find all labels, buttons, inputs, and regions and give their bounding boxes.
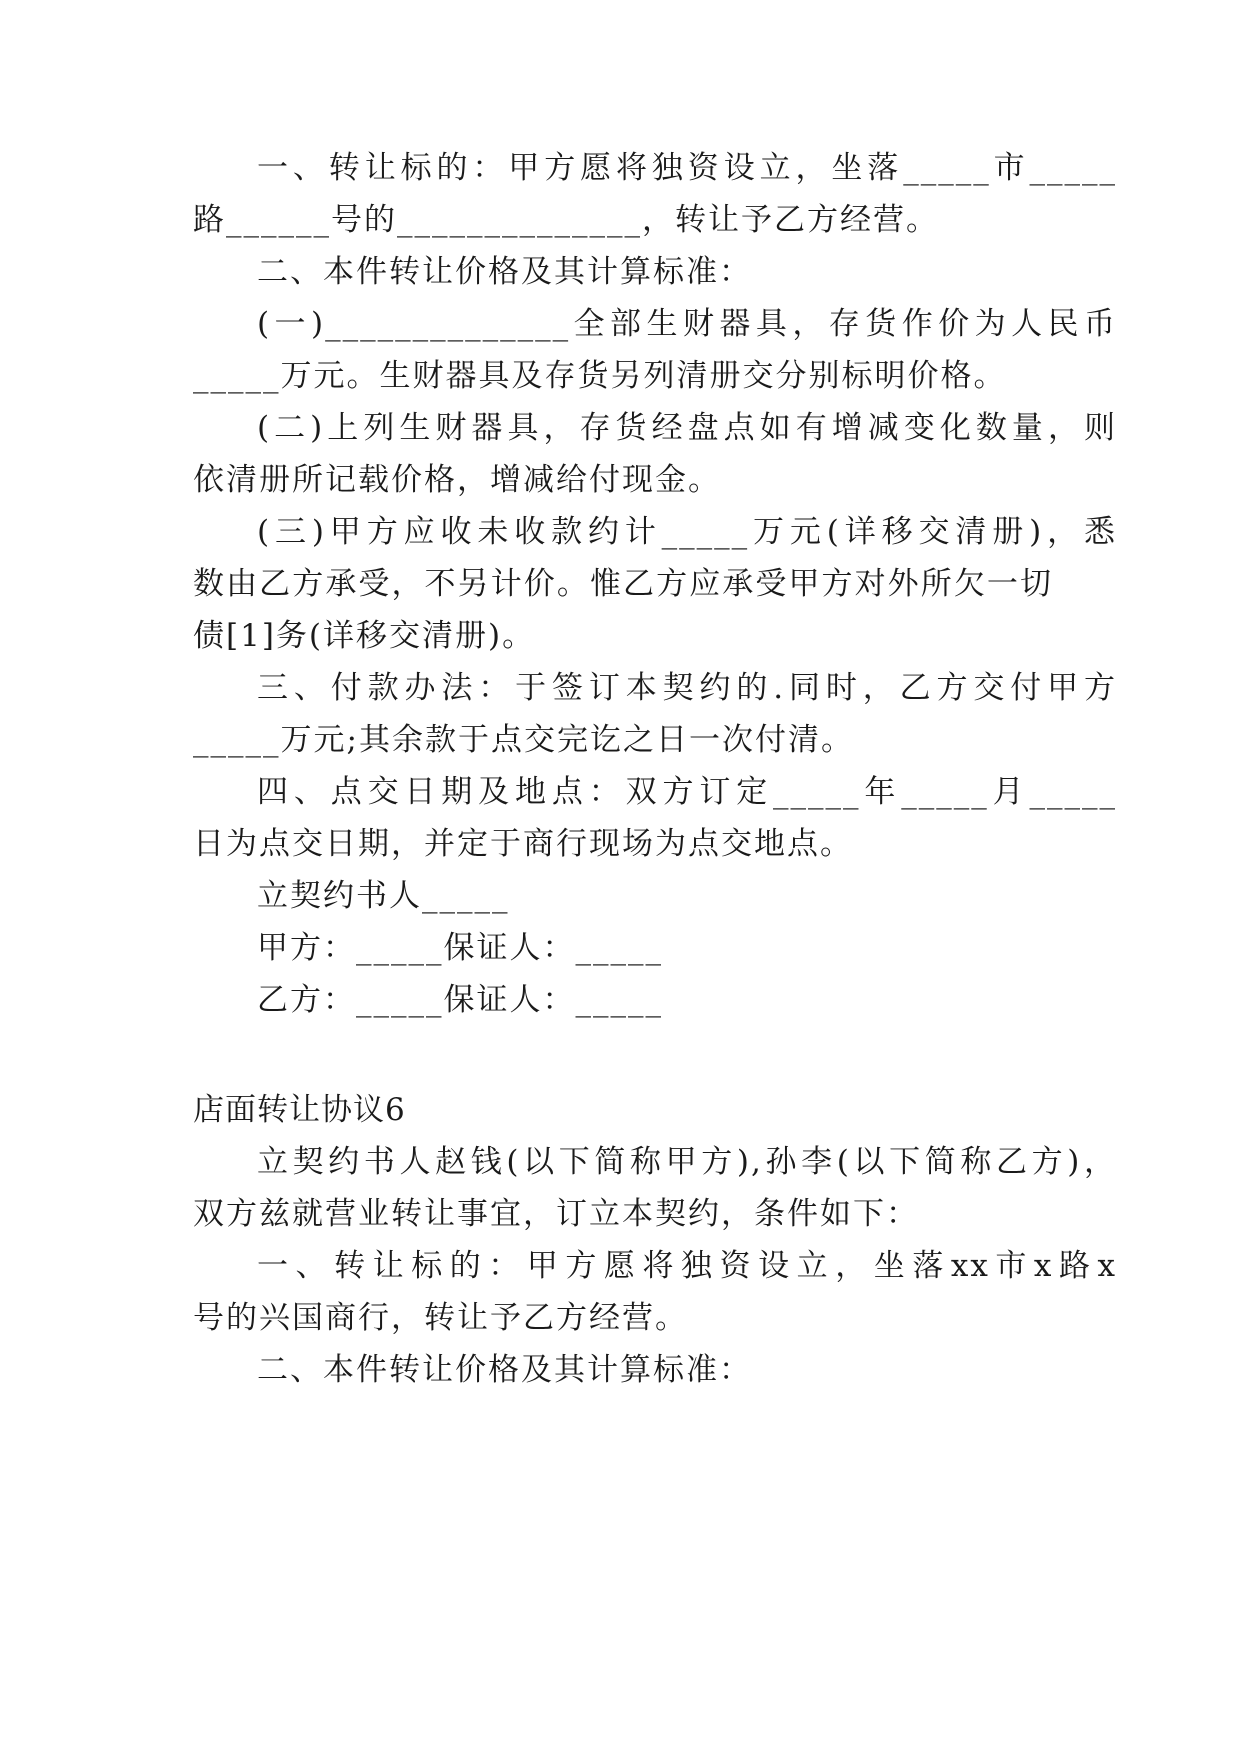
text-line: 债[1]务(详移交清册)。: [193, 618, 536, 654]
text-line: 乙方：_____保证人：_____: [257, 982, 663, 1018]
text-line: 号的兴国商行，转让予乙方经营。: [193, 1300, 688, 1336]
text-line: _____万元。生财器具及存货另列清册交分别标明价格。: [193, 358, 1007, 394]
text-line: (一)______________全部生财器具，存货作价为人民币: [257, 306, 1117, 342]
text-line: 二、本件转让价格及其计算标准：: [257, 254, 752, 290]
text-line: _____万元;其余款于点交完讫之日一次付清。: [193, 722, 854, 758]
text-line: 甲方：_____保证人：_____: [257, 930, 663, 966]
text-line: (三)甲方应收未收款约计_____万元(详移交清册)，悉: [257, 514, 1117, 550]
text-line: 四、点交日期及地点：双方订定_____年_____月_____: [257, 774, 1117, 810]
text-line: 数由乙方承受，不另计价。惟乙方应承受甲方对外所欠一切: [193, 566, 1053, 602]
text-line: 日为点交日期，并定于商行现场为点交地点。: [193, 826, 853, 862]
text-line: 二、本件转让价格及其计算标准：: [257, 1352, 752, 1388]
text-line: 一、转让标的：甲方愿将独资设立，坐落_____市_____: [257, 150, 1117, 186]
text-line: 依清册所记载价格，增减给付现金。: [193, 462, 721, 498]
text-line: 一、转让标的：甲方愿将独资设立，坐落xx市x路x: [257, 1248, 1117, 1284]
text-line: 立契约书人赵钱(以下简称甲方),孙李(以下简称乙方)，: [257, 1144, 1117, 1180]
text-line: 三、付款办法：于签订本契约的.同时，乙方交付甲方: [257, 670, 1117, 706]
text-line: 双方兹就营业转让事宜，订立本契约，条件如下：: [193, 1196, 919, 1232]
text-line: 路______号的______________，转让予乙方经营。: [193, 202, 939, 238]
section-title: 店面转让协议6: [193, 1092, 406, 1128]
text-line: (二)上列生财器具，存货经盘点如有增减变化数量，则: [257, 410, 1117, 446]
text-line: 立契约书人_____: [257, 878, 510, 914]
